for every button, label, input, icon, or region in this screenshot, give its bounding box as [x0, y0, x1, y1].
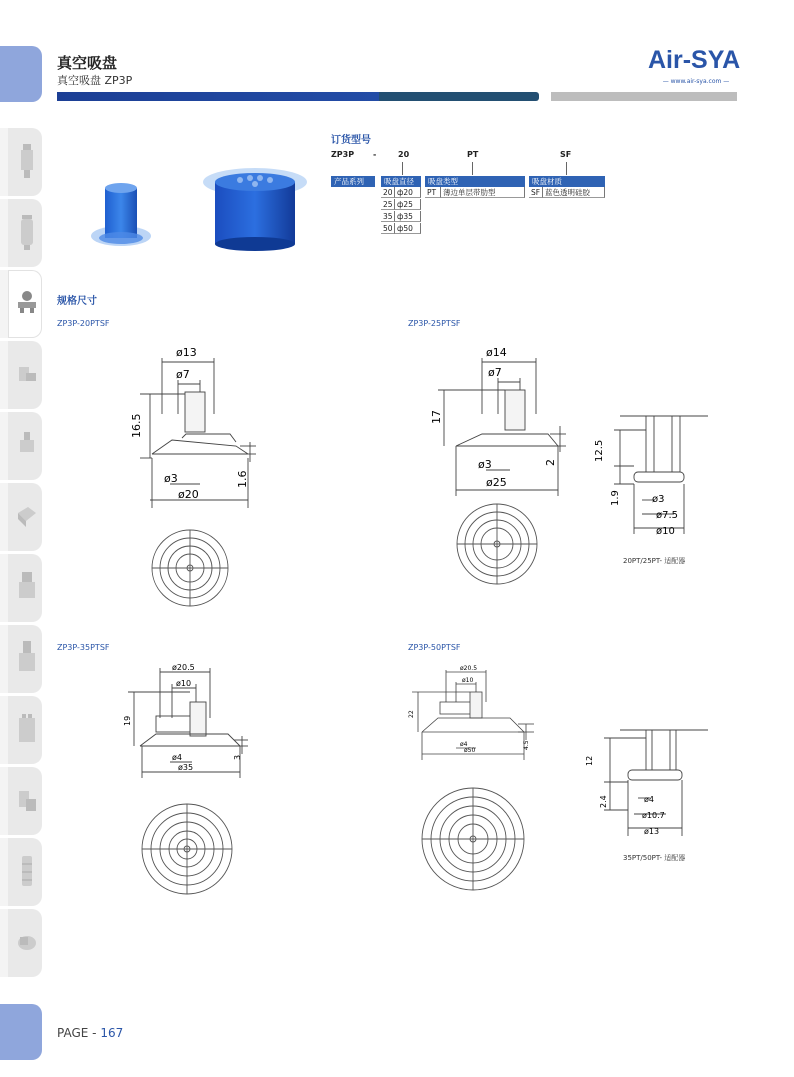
tab-regulator-icon[interactable] [0, 554, 42, 622]
diameter-value: ф35 [395, 211, 421, 222]
tab-silencer-icon[interactable] [0, 838, 42, 906]
header-material: 吸盘材质 [529, 176, 605, 187]
dim-hole: ø3 [164, 472, 178, 485]
drawing-adapter-1 [590, 410, 710, 550]
dim-hole: ø4 [460, 741, 468, 748]
dim-bottom: ø35 [178, 763, 194, 772]
dim-bottom: ø50 [464, 747, 476, 754]
diameter-value: ф50 [395, 223, 421, 234]
dim-height: 12.5 [594, 439, 605, 462]
header-bar-gray [551, 92, 737, 101]
dim-mid: ø7 [176, 368, 190, 381]
adapter-caption: 35PT/50PT- 适配器 [623, 854, 686, 862]
order-code-title: 订货型号 [331, 135, 371, 146]
drawing-35-side [116, 662, 256, 782]
dim-top: ø14 [486, 346, 507, 359]
dim-height: 22 [408, 710, 415, 718]
page-label: PAGE - [57, 1026, 97, 1040]
dim-height: 16.5 [130, 413, 143, 438]
dim-mid: ø10 [462, 677, 474, 684]
dim-top: ø20.5 [172, 663, 195, 672]
dim-d3: ø13 [644, 827, 660, 836]
drawing-25-side [428, 342, 578, 498]
dim-height: 19 [123, 715, 132, 726]
drawing-20-side [110, 342, 260, 514]
dim-hole: ø4 [172, 753, 182, 762]
tab-fitting-icon[interactable] [0, 341, 42, 409]
tab-elbow-icon[interactable] [0, 767, 42, 835]
page-number [57, 1026, 123, 1040]
model-label: ZP3P-50PTSF [408, 643, 461, 652]
tab-solenoid-icon[interactable] [0, 625, 42, 693]
dim-top: ø13 [176, 346, 197, 359]
drawing-adapter-2 [580, 724, 710, 846]
type-code: PT [425, 187, 441, 198]
diameter-code: 25 [381, 199, 395, 210]
code-connector [402, 162, 403, 175]
dim-d3: ø10 [656, 526, 675, 537]
diameter-value: ф20 [395, 187, 421, 198]
header-bar [57, 92, 379, 101]
code-connector [566, 162, 567, 175]
spec-title: 规格尺寸 [57, 296, 97, 307]
tab-valve-icon[interactable] [0, 412, 42, 480]
diameter-value: ф25 [395, 199, 421, 210]
dim-hole: ø3 [478, 458, 492, 471]
tab-vacuum-icon[interactable] [0, 270, 42, 338]
model-label: ZP3P-35PTSF [57, 643, 110, 652]
code-diameter: 20 [398, 150, 410, 159]
diameter-code: 20 [381, 187, 395, 198]
code-dash: - [373, 150, 377, 159]
code-material: SF [560, 150, 572, 159]
product-photo [85, 160, 325, 275]
dim-top: ø20.5 [460, 665, 478, 672]
category-tabs [0, 128, 44, 980]
brand-url: — www.air-sya.com — [662, 78, 730, 85]
tab-manifold-icon[interactable] [0, 696, 42, 764]
drawing-50-side [400, 662, 550, 764]
tab-cylinder-icon[interactable] [0, 128, 42, 196]
dim-lip: 1.9 [610, 490, 621, 506]
diameter-code: 35 [381, 211, 395, 222]
page-number-value: 167 [100, 1026, 124, 1040]
material-code: SF [529, 187, 543, 198]
code-series: ZP3P [331, 150, 355, 159]
page-subtitle: 真空吸盘 ZP3P [57, 74, 133, 87]
dim-lip: 3 [233, 754, 242, 760]
dim-d2: ø10.7 [642, 811, 665, 820]
adapter-caption: 20PT/25PT- 适配器 [623, 557, 686, 565]
page-title: 真空吸盘 [57, 54, 118, 72]
dim-height: 12 [585, 755, 594, 766]
header-series: 产品系列 [331, 176, 375, 187]
dim-bottom: ø25 [486, 476, 507, 489]
dim-mid: ø10 [176, 679, 192, 688]
code-type: PT [467, 150, 479, 159]
code-connector [472, 162, 473, 175]
tab-block-icon[interactable] [0, 483, 42, 551]
dim-lip: 1.6 [236, 470, 249, 488]
bottom-section-tab [0, 1004, 42, 1060]
header-diameter: 吸盘直径 [381, 176, 421, 187]
dim-lip: 2.4 [599, 795, 608, 808]
drawing-20-top [150, 528, 230, 608]
tab-sensor-icon[interactable] [0, 909, 42, 977]
dim-mid: ø7 [488, 366, 502, 379]
dim-d1: ø4 [644, 795, 654, 804]
dim-height: 17 [430, 410, 443, 424]
model-label: ZP3P-25PTSF [408, 319, 461, 328]
drawing-35-top [140, 802, 234, 896]
material-value: 蓝色透明硅胶 [543, 187, 605, 198]
drawing-50-top [420, 786, 526, 892]
top-section-tab [0, 46, 42, 102]
diameter-code: 50 [381, 223, 395, 234]
dim-bottom: ø20 [178, 488, 199, 501]
dim-d1: ø3 [652, 494, 665, 505]
header-type: 吸盘类型 [425, 176, 525, 187]
type-value: 薄边单层带肋型 [441, 187, 525, 198]
model-label: ZP3P-20PTSF [57, 319, 110, 328]
drawing-25-top [455, 502, 539, 586]
tab-filter-icon[interactable] [0, 199, 42, 267]
dim-d2: ø7.5 [656, 510, 679, 521]
header-bar-accent [379, 92, 539, 101]
dim-lip: 2 [544, 459, 557, 466]
dim-lip: 4.5 [523, 740, 530, 750]
brand-logo: Air-SYA [648, 46, 741, 74]
